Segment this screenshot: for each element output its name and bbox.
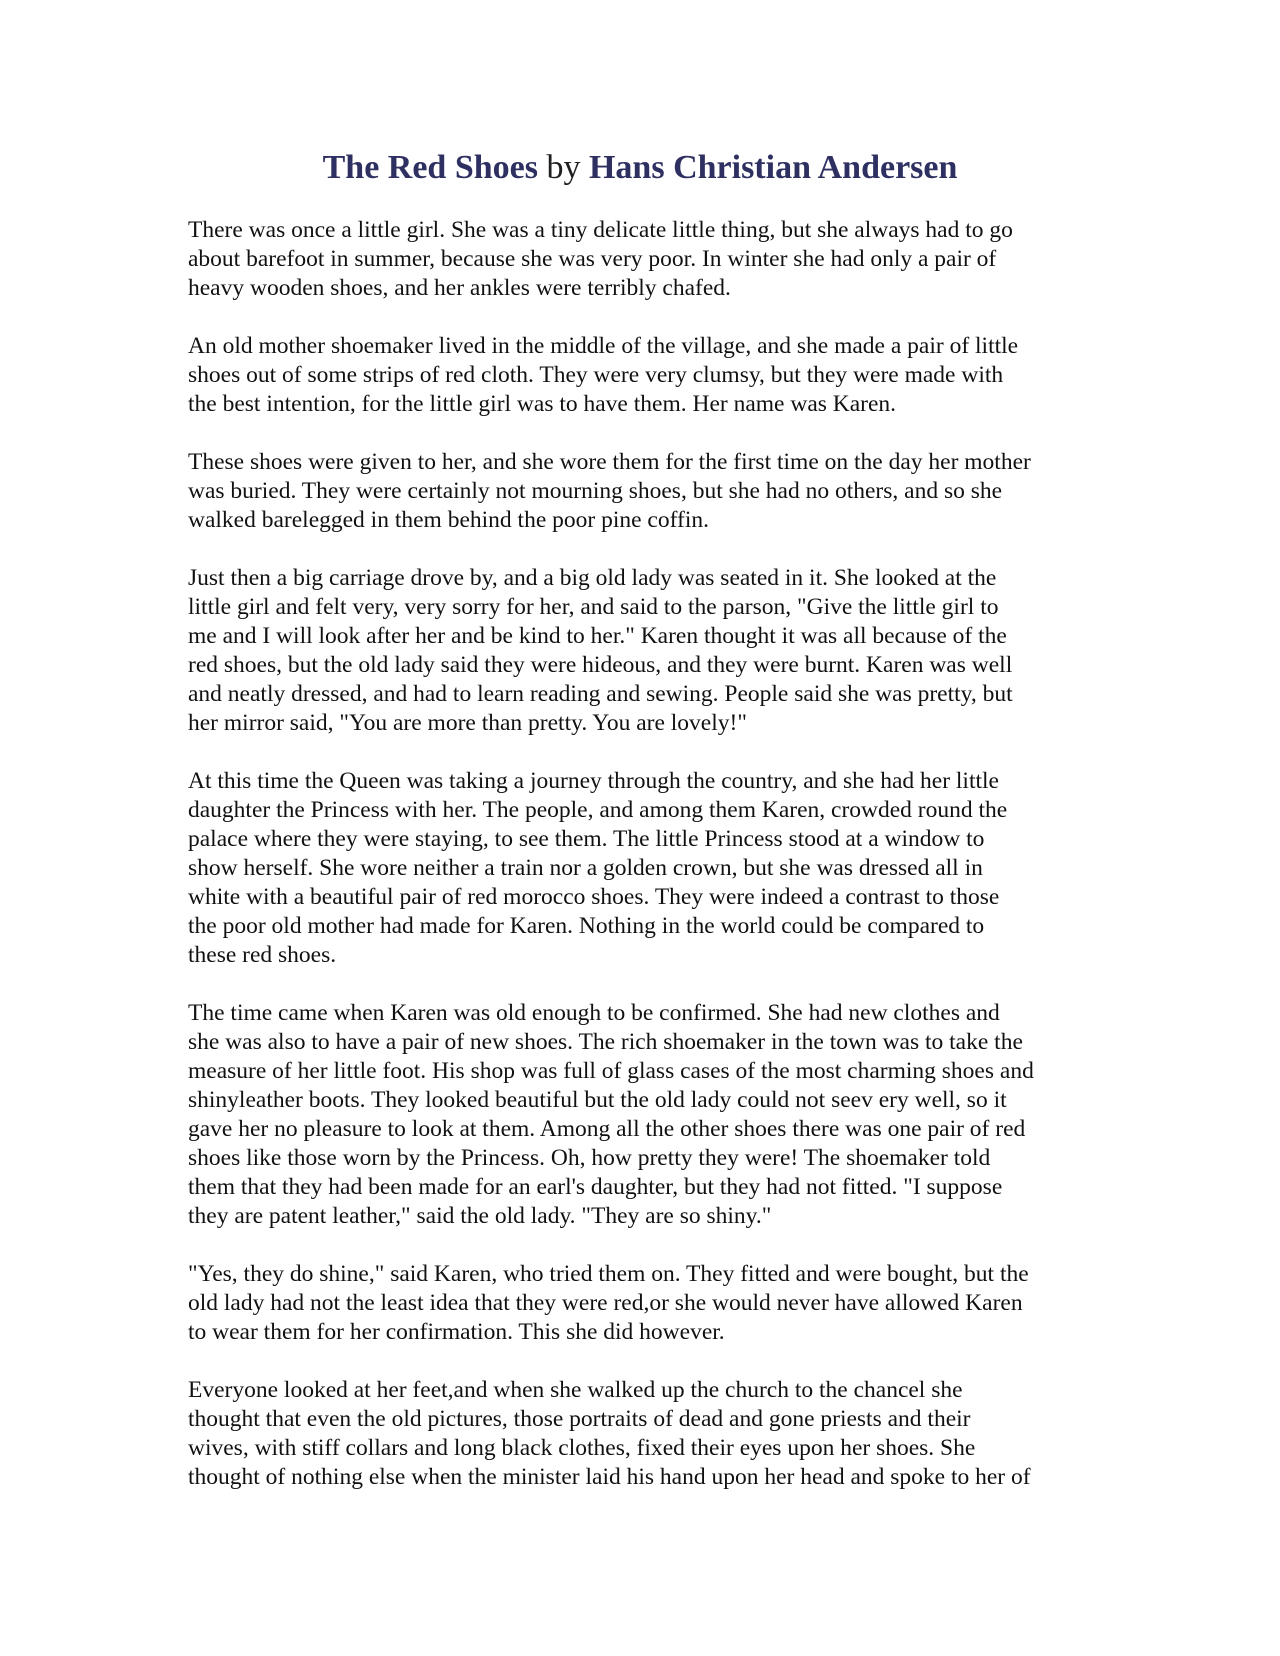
- paragraph-line: Just then a big carriage drove by, and a big old lady was seated in it. She looked at the: [188, 565, 997, 591]
- paragraph-line: shoes like those worn by the Princess. Oh, how pretty they were! The shoemaker told: [188, 1145, 991, 1171]
- paragraph-line: she was also to have a pair of new shoes. The rich shoemaker in the town was to take the: [188, 1029, 1023, 1055]
- paragraph-line: walked barelegged in them behind the poor pine coffin.: [188, 507, 709, 533]
- story-paragraph: [188, 564, 1092, 738]
- paragraph-line: little girl and felt very, very sorry for her, and said to the parson, "Give the little girl to: [188, 594, 999, 620]
- paragraph-line: was buried. They were certainly not mourning shoes, but she had no others, and so she: [188, 478, 1003, 504]
- paragraph-line: The time came when Karen was old enough to be confirmed. She had new clothes and: [188, 1000, 1000, 1026]
- story-paragraph: [188, 216, 1092, 303]
- title-joiner: by: [537, 149, 589, 186]
- paragraph-line: Everyone looked at her feet,and when she walked up the church to the chancel she: [188, 1377, 963, 1403]
- title-work: The Red Shoes: [322, 149, 538, 186]
- paragraph-line: me and I will look after her and be kind to her." Karen thought it was all because of the: [188, 623, 1007, 649]
- paragraph-line: There was once a little girl. She was a tiny delicate little thing, but she always had to go: [188, 217, 1013, 243]
- paragraph-line: An old mother shoemaker lived in the middle of the village, and she made a pair of little: [188, 333, 1019, 359]
- paragraph-line: heavy wooden shoes, and her ankles were terribly chafed.: [188, 275, 731, 301]
- story-paragraph: [188, 999, 1092, 1231]
- story-paragraph: [188, 1376, 1092, 1492]
- paragraph-line: palace where they were staying, to see them. The little Princess stood at a window to: [188, 826, 985, 852]
- paragraph-line: shinyleather boots. They looked beautiful but the old lady could not seev ery well, so it: [188, 1087, 1007, 1113]
- paragraph-line: and neatly dressed, and had to learn reading and sewing. People said she was pretty, but: [188, 681, 1013, 707]
- paragraph-line: they are patent leather," said the old lady. "They are so shiny.": [188, 1203, 772, 1229]
- paragraph-line: red shoes, but the old lady said they were hideous, and they were burnt. Karen was well: [188, 652, 1013, 678]
- paragraph-line: daughter the Princess with her. The people, and among them Karen, crowded round the: [188, 797, 1008, 823]
- story-paragraph: [188, 767, 1092, 970]
- paragraph-line: thought of nothing else when the minister laid his hand upon her head and spoke to her of: [188, 1464, 1031, 1490]
- story-paragraph: [188, 1260, 1092, 1347]
- paragraph-line: white with a beautiful pair of red morocco shoes. They were indeed a contrast to those: [188, 884, 1000, 910]
- paragraph-line: wives, with stiff collars and long black clothes, fixed their eyes upon her shoes. She: [188, 1435, 976, 1461]
- story-paragraph: [188, 332, 1092, 419]
- paragraph-line: them that they had been made for an earl's daughter, but they had not fitted. "I suppose: [188, 1174, 1003, 1200]
- paragraph-line: gave her no pleasure to look at them. Among all the other shoes there was one pair of red: [188, 1116, 1026, 1142]
- paragraph-line: measure of her little foot. His shop was full of glass cases of the most charming shoes and: [188, 1058, 1034, 1084]
- paragraph-line: to wear them for her confirmation. This she did however.: [188, 1319, 725, 1345]
- paragraph-line: show herself. She wore neither a train nor a golden crown, but she was dressed all in: [188, 855, 983, 881]
- paragraph-line: the poor old mother had made for Karen. Nothing in the world could be compared to: [188, 913, 985, 939]
- paragraph-line: At this time the Queen was taking a journey through the country, and she had her little: [188, 768, 999, 794]
- title-author: Hans Christian Andersen: [588, 149, 958, 186]
- paragraph-line: about barefoot in summer, because she was very poor. In winter she had only a pair of: [188, 246, 997, 272]
- story-paragraph: [188, 448, 1092, 535]
- paragraph-line: These shoes were given to her, and she wore them for the first time on the day her mother: [188, 449, 1031, 475]
- paragraph-line: thought that even the old pictures, those portraits of dead and gone priests and their: [188, 1406, 971, 1432]
- paragraph-line: "Yes, they do shine," said Karen, who tried them on. They fitted and were bought, but the: [188, 1261, 1029, 1287]
- paragraph-line: shoes out of some strips of red cloth. They were very clumsy, but they were made with: [188, 362, 1004, 388]
- paragraph-line: these red shoes.: [188, 942, 337, 968]
- paragraph-line: old lady had not the least idea that they were red,or she would never have allowed Karen: [188, 1290, 1023, 1316]
- document-title: [188, 146, 1092, 190]
- paragraph-line: the best intention, for the little girl was to have them. Her name was Karen.: [188, 391, 897, 417]
- document-page: [188, 146, 1092, 1521]
- story-body: [188, 216, 1092, 1492]
- paragraph-line: her mirror said, "You are more than pretty. You are lovely!": [188, 710, 747, 736]
